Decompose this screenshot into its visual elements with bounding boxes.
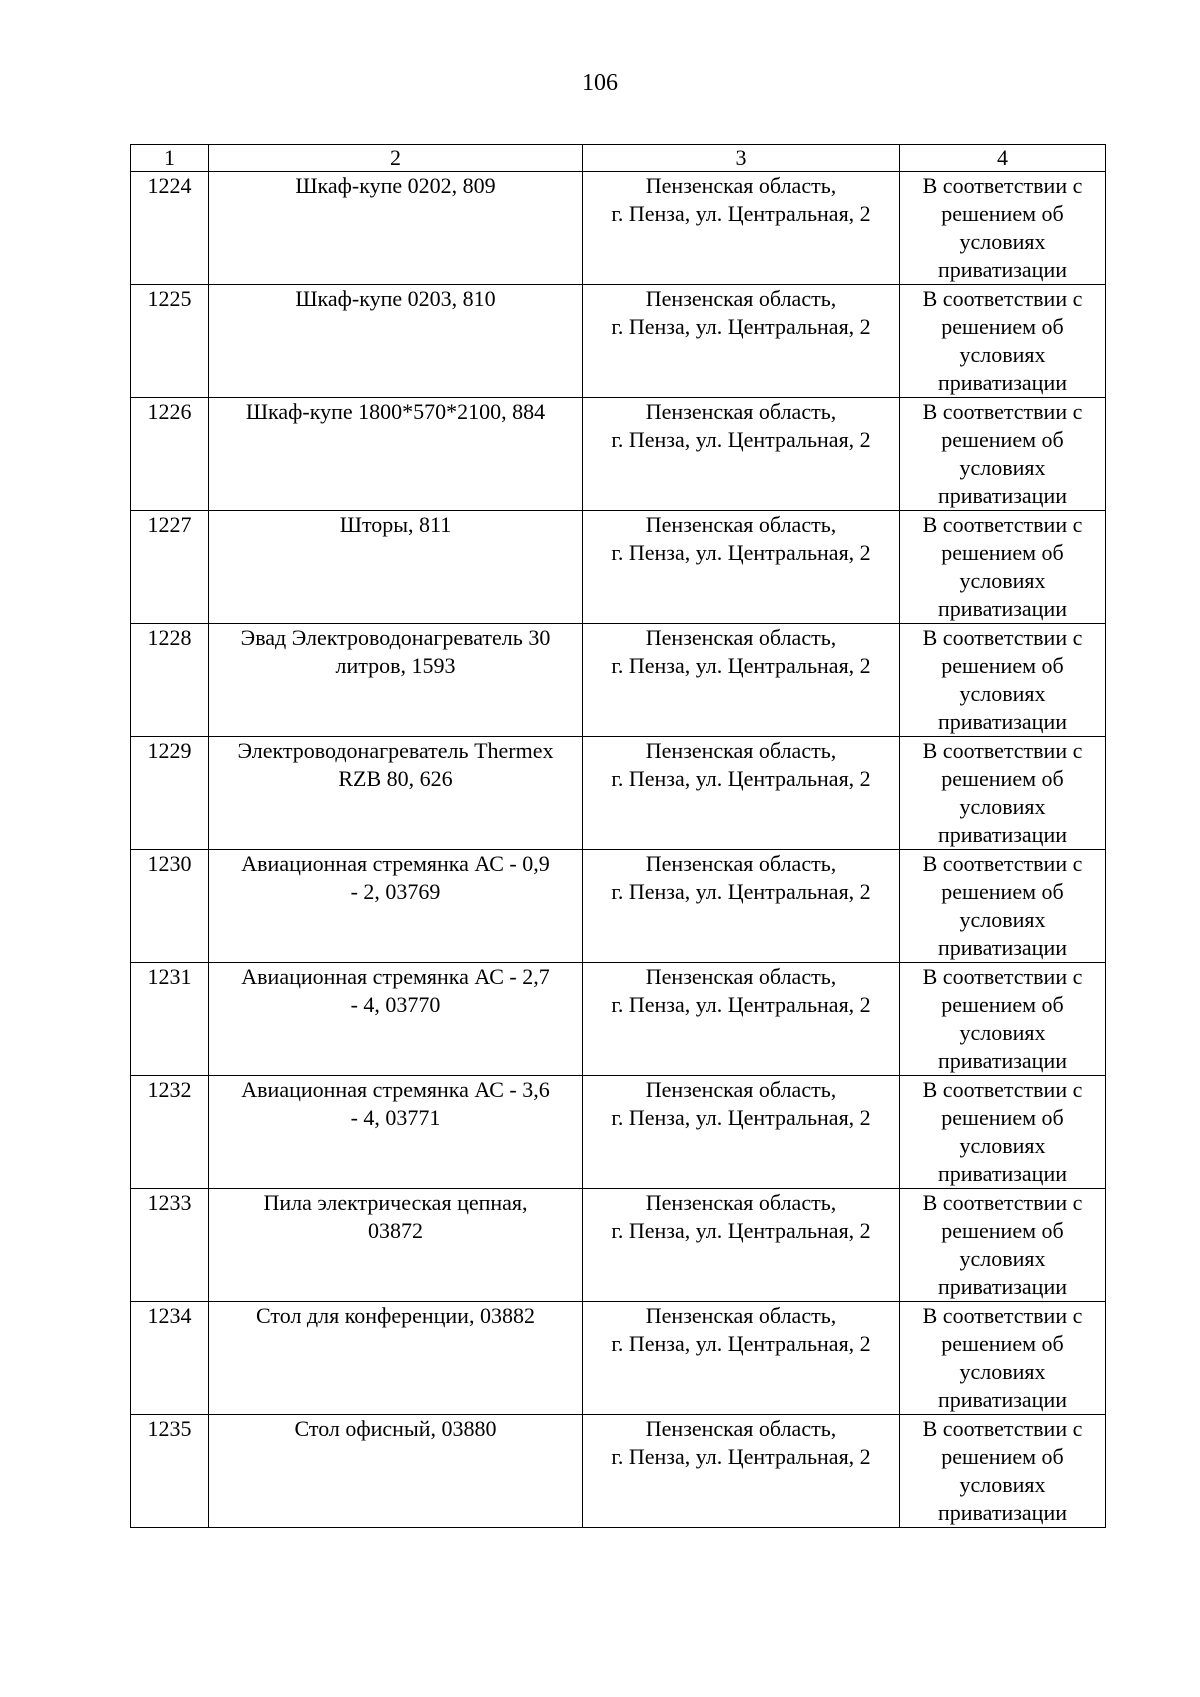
property-table	[130, 144, 1106, 1528]
item-number-cell: 1225	[131, 285, 209, 398]
table-row	[131, 850, 1106, 963]
table-row	[131, 398, 1106, 511]
item-address-cell: Пензенская область, г. Пенза, ул. Центральная, 2	[583, 398, 900, 511]
item-address-cell: Пензенская область, г. Пенза, ул. Центральная, 2	[583, 1076, 900, 1189]
item-condition-cell: В соответствии с решением об условиях приватизации	[900, 963, 1106, 1076]
item-number-cell: 1235	[131, 1415, 209, 1528]
item-number-cell: 1227	[131, 511, 209, 624]
header-row	[131, 145, 1106, 172]
item-name-cell: Стол офисный, 03880	[209, 1415, 583, 1528]
table-row	[131, 1415, 1106, 1528]
table-row	[131, 285, 1106, 398]
item-name-cell: Авиационная стремянка АС - 0,9 - 2, 03769	[209, 850, 583, 963]
table-row	[131, 1076, 1106, 1189]
table-row	[131, 963, 1106, 1076]
item-condition-cell: В соответствии с решением об условиях приватизации	[900, 1076, 1106, 1189]
item-name-cell: Эвад Электроводонагреватель 30 литров, 1593	[209, 624, 583, 737]
table-row	[131, 172, 1106, 285]
column-header-2: 2	[209, 145, 583, 172]
table-row	[131, 511, 1106, 624]
item-name-cell: Шкаф-купе 1800*570*2100, 884	[209, 398, 583, 511]
item-number-cell: 1226	[131, 398, 209, 511]
item-number-cell: 1231	[131, 963, 209, 1076]
table-row	[131, 624, 1106, 737]
item-address-cell: Пензенская область, г. Пенза, ул. Центральная, 2	[583, 963, 900, 1076]
item-number-cell: 1232	[131, 1076, 209, 1189]
item-name-cell: Электроводонагреватель Thermex RZB 80, 626	[209, 737, 583, 850]
item-number-cell: 1229	[131, 737, 209, 850]
item-address-cell: Пензенская область, г. Пенза, ул. Центральная, 2	[583, 285, 900, 398]
item-name-cell: Стол для конференции, 03882	[209, 1302, 583, 1415]
item-condition-cell: В соответствии с решением об условиях приватизации	[900, 850, 1106, 963]
item-address-cell: Пензенская область, г. Пенза, ул. Центральная, 2	[583, 172, 900, 285]
item-number-cell: 1228	[131, 624, 209, 737]
column-header-1: 1	[131, 145, 209, 172]
item-condition-cell: В соответствии с решением об условиях приватизации	[900, 624, 1106, 737]
item-address-cell: Пензенская область, г. Пенза, ул. Центральная, 2	[583, 850, 900, 963]
item-number-cell: 1233	[131, 1189, 209, 1302]
table-header	[131, 145, 1106, 172]
item-name-cell: Авиационная стремянка АС - 2,7 - 4, 03770	[209, 963, 583, 1076]
item-condition-cell: В соответствии с решением об условиях приватизации	[900, 1415, 1106, 1528]
item-condition-cell: В соответствии с решением об условиях приватизации	[900, 398, 1106, 511]
item-condition-cell: В соответствии с решением об условиях приватизации	[900, 737, 1106, 850]
page-number: 106	[582, 70, 618, 96]
item-condition-cell: В соответствии с решением об условиях приватизации	[900, 285, 1106, 398]
item-condition-cell: В соответствии с решением об условиях приватизации	[900, 511, 1106, 624]
table-row	[131, 737, 1106, 850]
item-address-cell: Пензенская область, г. Пенза, ул. Центральная, 2	[583, 1302, 900, 1415]
table-row	[131, 1302, 1106, 1415]
item-condition-cell: В соответствии с решением об условиях приватизации	[900, 1302, 1106, 1415]
item-name-cell: Шкаф-купе 0203, 810	[209, 285, 583, 398]
item-condition-cell: В соответствии с решением об условиях приватизации	[900, 172, 1106, 285]
item-address-cell: Пензенская область, г. Пенза, ул. Центральная, 2	[583, 624, 900, 737]
item-number-cell: 1224	[131, 172, 209, 285]
item-address-cell: Пензенская область, г. Пенза, ул. Центральная, 2	[583, 1415, 900, 1528]
item-name-cell: Шторы, 811	[209, 511, 583, 624]
item-name-cell: Авиационная стремянка АС - 3,6 - 4, 03771	[209, 1076, 583, 1189]
item-name-cell: Шкаф-купе 0202, 809	[209, 172, 583, 285]
column-header-4: 4	[900, 145, 1106, 172]
item-number-cell: 1234	[131, 1302, 209, 1415]
item-condition-cell: В соответствии с решением об условиях приватизации	[900, 1189, 1106, 1302]
item-number-cell: 1230	[131, 850, 209, 963]
item-name-cell: Пила электрическая цепная, 03872	[209, 1189, 583, 1302]
table-body	[131, 172, 1106, 1528]
table-row	[131, 1189, 1106, 1302]
item-address-cell: Пензенская область, г. Пенза, ул. Центральная, 2	[583, 1189, 900, 1302]
item-address-cell: Пензенская область, г. Пенза, ул. Центральная, 2	[583, 737, 900, 850]
item-address-cell: Пензенская область, г. Пенза, ул. Центральная, 2	[583, 511, 900, 624]
column-header-3: 3	[583, 145, 900, 172]
